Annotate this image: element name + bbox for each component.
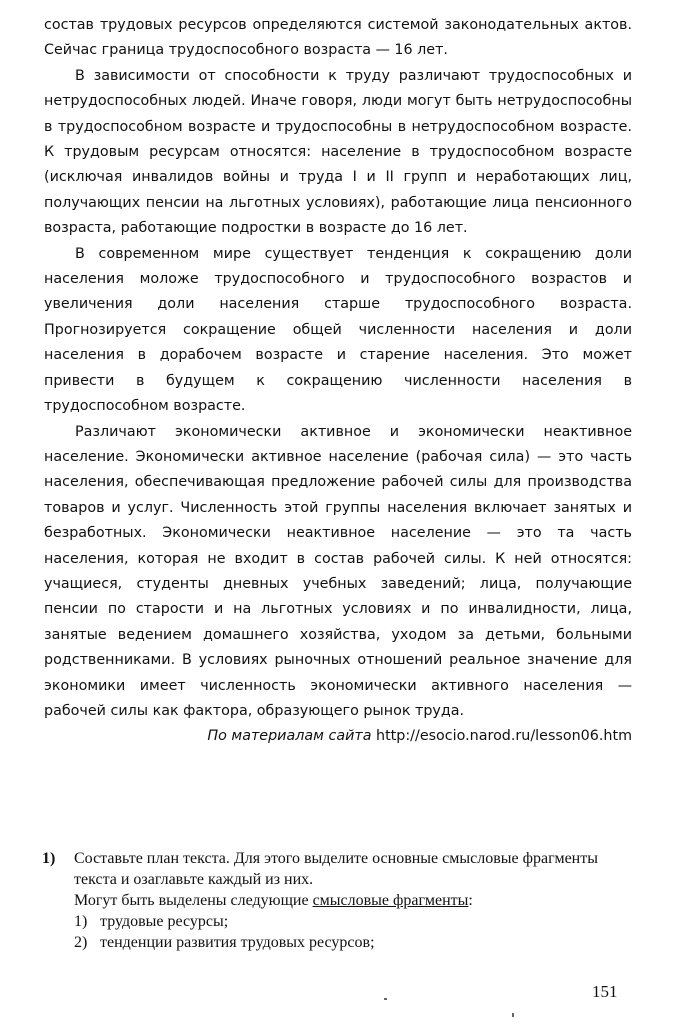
task-intro-prefix: Могут быть выделены следующие: [74, 892, 313, 909]
paragraph-trends: В современном мире существует тенденция к сокращению доли населения моложе трудоспособного и трудоспособного возрастов и увеличения доли населения старше трудоспособного возраста. Прогнозируется сокращение общей численности населения и доли населения в дорабочем возрасте и старение населения. Это может привести в будущем к сокращению численности населения в трудоспособном возрасте.: [44, 245, 632, 415]
source-label: По материалам сайта: [207, 728, 372, 745]
task-block: [42, 848, 642, 953]
task-number: 1): [42, 850, 56, 867]
list-item: [74, 932, 642, 953]
task-intro-underlined: смысловые фрагменты: [312, 892, 469, 909]
task-item: [42, 848, 642, 953]
list-item-number: 2): [74, 934, 88, 951]
source-line: [44, 724, 632, 749]
paragraph-work-ability: В зависимости от способности к труду различают трудоспособных и нетрудоспособных людей. Иначе говоря, люди могут быть нетрудоспособны в трудоспособном возрасте и трудоспособны в нетрудоспособном возрасте. К трудовым ресурсам относятся: население в трудоспособном возрасте (исключая инвалидов войны и труда I и II групп и неработающих лиц, получающих пенсии на льготных условиях), работающие лица пенсионного возраста, работающие подростки в возрасте до 16 лет.: [44, 67, 632, 237]
task-intro: [74, 890, 642, 911]
list-item-text: трудовые ресурсы;: [100, 913, 229, 930]
task-intro-suffix: :: [468, 892, 473, 909]
list-item-text: тенденции развития трудовых ресурсов;: [100, 934, 375, 951]
paragraph-continuation: состав трудовых ресурсов определяются системой законодательных актов. Сейчас граница трудоспособного возраста — 16 лет.: [44, 17, 632, 59]
article-text: [44, 13, 632, 750]
list-item-number: 1): [74, 913, 88, 930]
task-body: [74, 848, 642, 953]
list-item: [74, 911, 642, 932]
scan-speck: [384, 998, 387, 1000]
source-url: http://esocio.narod.ru/lesson06.htm: [376, 728, 632, 745]
paragraph-active-population: Различают экономически активное и экономически неактивное население. Экономически активное население (рабочая сила) — это часть населения, обеспечивающая предложение рабочей силы для производства товаров и услуг. Численность этой группы населения включает занятых и безработных. Экономически неактивное население — это та часть населения, которая не входит в состав рабочей силы. К ней относятся: учащиеся, студенты дневных учебных заведений; лица, получающие пенсии по старости и на льготных условиях и по инвалидности, лица, занятые ведением домашнего хозяйства, уходом за детьми, больными родственниками. В условиях рыночных отношений реальное значение для экономики имеет численность экономически активного населения — рабочей силы как фактора, образующего рынок труда.: [44, 423, 632, 719]
task-text: Составьте план текста. Для этого выделите основные смысловые фрагменты текста и озаглавьте каждый из них.: [74, 850, 598, 888]
scan-speck: [512, 1013, 514, 1017]
page-number: 151: [592, 982, 618, 1001]
